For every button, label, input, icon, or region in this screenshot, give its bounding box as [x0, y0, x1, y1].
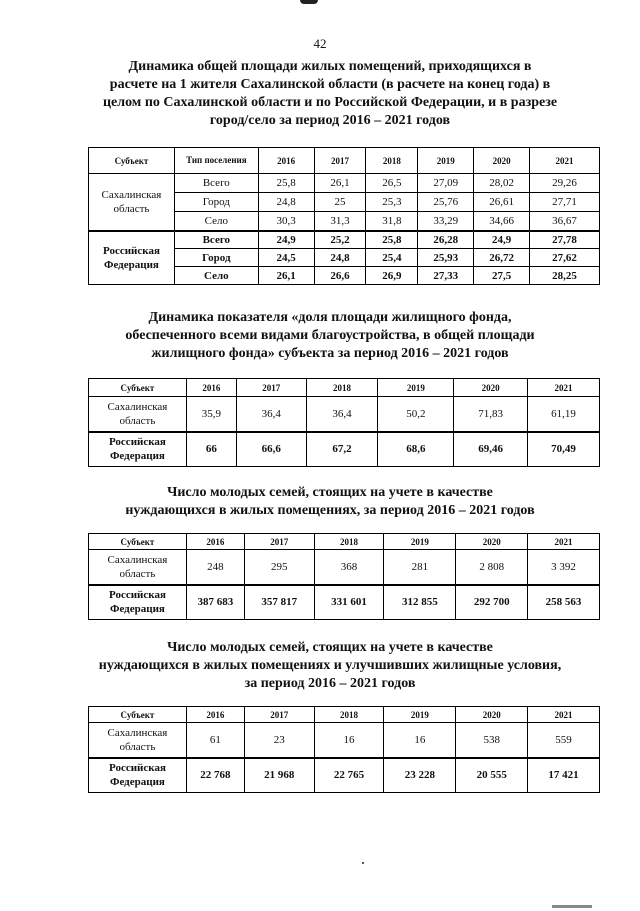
- header-cell: 2019: [418, 148, 474, 174]
- header-cell: Субъект: [89, 707, 187, 723]
- table1-title-line: целом по Сахалинской области и по Российской Федерации, и в разрезе: [102, 95, 558, 110]
- value-cell: 387 683: [186, 585, 244, 620]
- table-row: [89, 432, 600, 467]
- value-cell: 20 555: [456, 758, 528, 793]
- table2-title-line: жилищного фонда» субъекта за период 2016 – 2021 годов: [151, 346, 509, 361]
- table3-title: [60, 484, 600, 520]
- value-cell: 24,8: [258, 193, 314, 212]
- value-cell: 24,9: [258, 231, 314, 249]
- header-cell: 2020: [456, 534, 528, 550]
- type-cell: Всего: [174, 174, 258, 193]
- value-cell: 357 817: [244, 585, 314, 620]
- value-cell: 17 421: [528, 758, 600, 793]
- value-cell: 3 392: [528, 550, 600, 585]
- value-cell: 28,02: [474, 174, 530, 193]
- value-cell: 34,66: [474, 212, 530, 231]
- value-cell: 258 563: [528, 585, 600, 620]
- table4-title-line: Число молодых семей, стоящих на учете в качестве: [167, 640, 493, 655]
- table2-title-line: обеспеченного всеми видами благоустройства, в общей площади: [125, 328, 535, 343]
- top-punch-mark: [300, 0, 318, 4]
- value-cell: 295: [244, 550, 314, 585]
- value-cell: 26,61: [474, 193, 530, 212]
- table-row: [89, 231, 600, 249]
- value-cell: 70,49: [528, 432, 600, 467]
- value-cell: 25,3: [366, 193, 418, 212]
- header-cell: 2018: [306, 379, 378, 397]
- table3-header-row: [89, 534, 600, 550]
- subject-cell: Сахалинская область: [89, 723, 187, 758]
- table-row: [89, 758, 600, 793]
- table4: [88, 706, 600, 793]
- scan-speck: [552, 905, 592, 908]
- type-cell: Село: [174, 212, 258, 231]
- header-cell: 2020: [474, 148, 530, 174]
- type-cell: Всего: [174, 231, 258, 249]
- value-cell: 29,26: [530, 174, 600, 193]
- table3: [88, 533, 600, 620]
- value-cell: 36,67: [530, 212, 600, 231]
- header-cell: 2019: [384, 534, 456, 550]
- header-cell: 2018: [314, 534, 384, 550]
- header-cell: 2017: [236, 379, 306, 397]
- subject-cell: Российская Федерация: [89, 231, 175, 285]
- header-cell: 2021: [528, 707, 600, 723]
- type-cell: Город: [174, 193, 258, 212]
- value-cell: 31,8: [366, 212, 418, 231]
- value-cell: 67,2: [306, 432, 378, 467]
- type-cell: Село: [174, 267, 258, 285]
- value-cell: 22 765: [314, 758, 384, 793]
- header-cell: Субъект: [89, 534, 187, 550]
- value-cell: 26,9: [366, 267, 418, 285]
- value-cell: 31,3: [314, 212, 366, 231]
- value-cell: 24,9: [474, 231, 530, 249]
- subject-cell: Российская Федерация: [89, 758, 187, 793]
- value-cell: 28,25: [530, 267, 600, 285]
- value-cell: 23 228: [384, 758, 456, 793]
- value-cell: 26,1: [314, 174, 366, 193]
- header-cell: Тип поселения: [174, 148, 258, 174]
- header-cell: 2019: [378, 379, 454, 397]
- value-cell: 61,19: [528, 397, 600, 432]
- table4-header-row: [89, 707, 600, 723]
- value-cell: 24,8: [314, 249, 366, 267]
- value-cell: 26,6: [314, 267, 366, 285]
- header-cell: 2016: [186, 379, 236, 397]
- value-cell: 26,72: [474, 249, 530, 267]
- table1-title: [60, 58, 600, 130]
- header-cell: 2017: [244, 707, 314, 723]
- value-cell: 16: [314, 723, 384, 758]
- subject-cell: Сахалинская область: [89, 174, 175, 231]
- value-cell: 50,2: [378, 397, 454, 432]
- table3-title-line: нуждающихся в жилых помещениях, за период 2016 – 2021 годов: [125, 503, 535, 518]
- value-cell: 368: [314, 550, 384, 585]
- value-cell: 30,3: [258, 212, 314, 231]
- value-cell: 22 768: [186, 758, 244, 793]
- header-cell: 2016: [186, 707, 244, 723]
- value-cell: 538: [456, 723, 528, 758]
- value-cell: 25: [314, 193, 366, 212]
- table2-header-row: [89, 379, 600, 397]
- value-cell: 66,6: [236, 432, 306, 467]
- header-cell: 2021: [528, 379, 600, 397]
- value-cell: 36,4: [236, 397, 306, 432]
- value-cell: 36,4: [306, 397, 378, 432]
- subject-cell: Сахалинская область: [89, 397, 187, 432]
- value-cell: 33,29: [418, 212, 474, 231]
- table-row: [89, 723, 600, 758]
- table2-title-line: Динамика показателя «доля площади жилищного фонда,: [148, 310, 512, 325]
- header-cell: 2020: [456, 707, 528, 723]
- header-cell: 2016: [258, 148, 314, 174]
- value-cell: 281: [384, 550, 456, 585]
- table1-title-line: Динамика общей площади жилых помещений, приходящихся в: [128, 59, 532, 74]
- value-cell: 66: [186, 432, 236, 467]
- value-cell: 331 601: [314, 585, 384, 620]
- value-cell: 21 968: [244, 758, 314, 793]
- value-cell: 23: [244, 723, 314, 758]
- header-cell: 2020: [454, 379, 528, 397]
- table4-title-line: за период 2016 – 2021 годов: [244, 676, 416, 691]
- value-cell: 25,8: [366, 231, 418, 249]
- table1-title-line: город/село за период 2016 – 2021 годов: [209, 113, 451, 128]
- subject-cell: Российская Федерация: [89, 432, 187, 467]
- value-cell: 2 808: [456, 550, 528, 585]
- value-cell: 312 855: [384, 585, 456, 620]
- table3-title-line: Число молодых семей, стоящих на учете в качестве: [167, 485, 493, 500]
- value-cell: 35,9: [186, 397, 236, 432]
- header-cell: 2017: [244, 534, 314, 550]
- value-cell: 61: [186, 723, 244, 758]
- value-cell: 69,46: [454, 432, 528, 467]
- value-cell: 27,62: [530, 249, 600, 267]
- header-cell: 2018: [366, 148, 418, 174]
- table1-title-line: расчете на 1 жителя Сахалинской области (в расчете на конец года) в: [109, 77, 551, 92]
- value-cell: 27,71: [530, 193, 600, 212]
- page-number: 42: [313, 36, 327, 51]
- value-cell: 292 700: [456, 585, 528, 620]
- table1-header-row: [89, 148, 600, 174]
- value-cell: 26,1: [258, 267, 314, 285]
- type-cell: Город: [174, 249, 258, 267]
- value-cell: 27,33: [418, 267, 474, 285]
- header-cell: Субъект: [89, 379, 187, 397]
- value-cell: 71,83: [454, 397, 528, 432]
- value-cell: 27,78: [530, 231, 600, 249]
- table4-title-line: нуждающихся в жилых помещениях и улучшивших жилищные условия,: [98, 658, 562, 673]
- value-cell: 68,6: [378, 432, 454, 467]
- value-cell: 248: [186, 550, 244, 585]
- scan-speck: [362, 862, 364, 864]
- header-cell: 2016: [186, 534, 244, 550]
- value-cell: 27,5: [474, 267, 530, 285]
- table1: [88, 147, 600, 285]
- value-cell: 26,5: [366, 174, 418, 193]
- subject-cell: Российская Федерация: [89, 585, 187, 620]
- value-cell: 27,09: [418, 174, 474, 193]
- table2-title: [60, 309, 600, 363]
- table4-title: [60, 639, 600, 693]
- table-row: [89, 550, 600, 585]
- value-cell: 25,76: [418, 193, 474, 212]
- header-cell: 2021: [530, 148, 600, 174]
- header-cell: Субъект: [89, 148, 175, 174]
- value-cell: 24,5: [258, 249, 314, 267]
- value-cell: 25,93: [418, 249, 474, 267]
- value-cell: 26,28: [418, 231, 474, 249]
- header-cell: 2021: [528, 534, 600, 550]
- value-cell: 25,2: [314, 231, 366, 249]
- value-cell: 559: [528, 723, 600, 758]
- table-row: [89, 174, 600, 193]
- table-row: [89, 397, 600, 432]
- header-cell: 2019: [384, 707, 456, 723]
- table-row: [89, 585, 600, 620]
- subject-cell: Сахалинская область: [89, 550, 187, 585]
- value-cell: 16: [384, 723, 456, 758]
- value-cell: 25,4: [366, 249, 418, 267]
- value-cell: 25,8: [258, 174, 314, 193]
- header-cell: 2017: [314, 148, 366, 174]
- header-cell: 2018: [314, 707, 384, 723]
- table2: [88, 378, 600, 467]
